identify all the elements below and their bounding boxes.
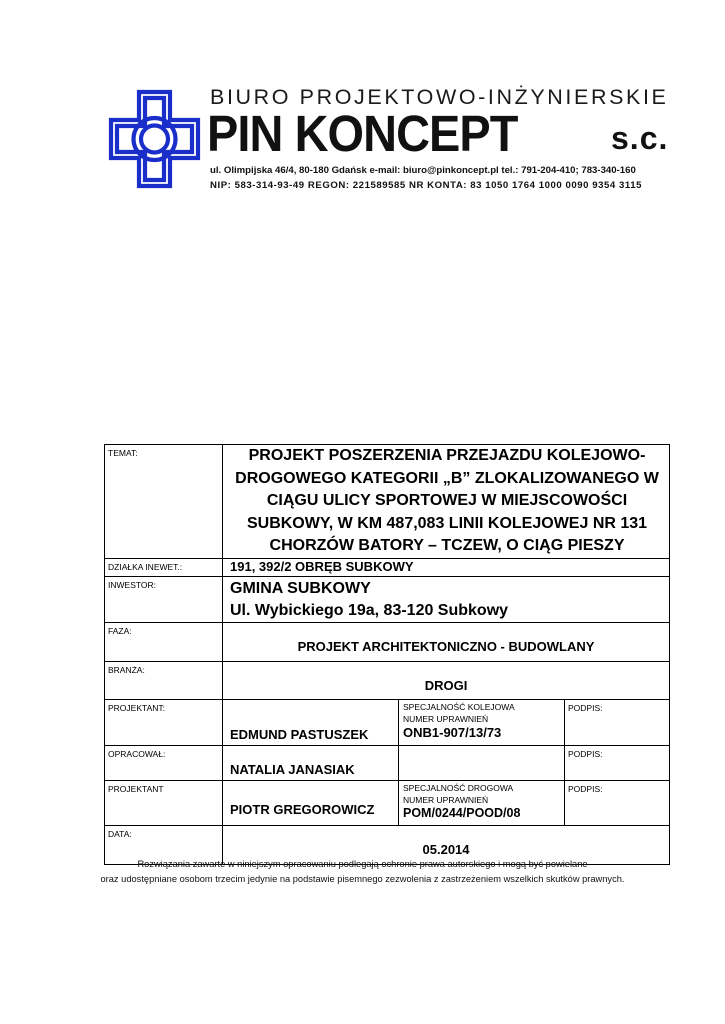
branza-value: DROGI — [223, 661, 670, 699]
projektant1-nr: ONB1-907/13/73 — [403, 724, 502, 740]
company-brand — [207, 104, 669, 163]
dzialka-value: 191, 392/2 OBRĘB SUBKOWY — [223, 558, 670, 576]
row-opracowal — [105, 745, 670, 780]
row-temat — [105, 445, 670, 559]
opracowal-name: NATALIA JANASIAK — [223, 745, 399, 780]
opracowal-label: OPRACOWAŁ: — [105, 745, 223, 780]
row-projektant-1 — [105, 699, 670, 745]
projektant1-qualifications — [399, 699, 565, 745]
projektant1-name: EDMUND PASTUSZEK — [223, 699, 399, 745]
projektant2-qualifications — [399, 780, 565, 825]
dzialka-label: DZIAŁKA INEWET.: — [105, 558, 223, 576]
projektant2-label: PROJEKTANT — [105, 780, 223, 825]
data-label: DATA: — [105, 825, 223, 864]
company-contact: ul. Olimpijska 46/4, 80-180 Gdańsk e-mail: biuro@pinkoncept.pl tel.: 791-204-410; 783-340-160 — [210, 165, 636, 176]
projektant1-signature: PODPIS: — [565, 699, 670, 745]
inwestor-address: Ul. Wybickiego 19a, 83-120 Subkowy — [230, 601, 509, 619]
row-faza — [105, 622, 670, 661]
row-inwestor — [105, 576, 670, 622]
projektant2-signature: PODPIS: — [565, 780, 670, 825]
copyright-notice — [0, 857, 725, 886]
company-identifiers: NIP: 583-314-93-49 REGON: 221589585 NR KONTA: 83 1050 1764 1000 0090 9354 3115 — [210, 180, 643, 191]
copyright-line-1: Rozwiązania zawarte w niniejszym opracowaniu podlegają ochronie prawa autorskiego i mogą być powielane — [137, 859, 588, 869]
inwestor-label: INWESTOR: — [105, 576, 223, 622]
temat-value: PROJEKT POSZERZENIA PRZEJAZDU KOLEJOWO-DROGOWEGO KATEGORII „B” ZLOKALIZOWANEGO W CIĄGU ULICY SPORTOWEJ W MIEJSCOWOŚCI SUBKOWY, W KM 487,083 LINII KOLEJOWEJ NR 131 CHORZÓW BATORY – TCZEW, O CIĄG PIESZY — [223, 445, 670, 559]
projektant2-nr-label: NUMER UPRAWNIEŃ — [403, 795, 489, 805]
opracowal-empty-cell — [399, 745, 565, 780]
projektant1-spec: SPECJALNOŚĆ KOLEJOWA — [403, 701, 515, 712]
copyright-line-2: oraz udostępniane osobom trzecim jedynie na podstawie pisemnego zezwolenia z zastrzeżeniem wszelkich skutków prawnych. — [100, 873, 625, 884]
temat-label: TEMAT: — [105, 445, 223, 559]
projektant1-label: PROJEKTANT: — [105, 699, 223, 745]
brand-suffix: s.c. — [611, 120, 669, 156]
brand-name: PIN KONCEPT — [207, 105, 518, 162]
inwestor-name: GMINA SUBKOWY — [230, 579, 371, 597]
faza-label: FAZA: — [105, 622, 223, 661]
branza-label: BRANŻA: — [105, 661, 223, 699]
title-block-table — [104, 444, 670, 865]
faza-value: PROJEKT ARCHITEKTONICZNO - BUDOWLANY — [223, 622, 670, 661]
projektant2-spec: SPECJALNOŚĆ DROGOWA — [403, 782, 514, 793]
projektant2-name: PIOTR GREGOROWICZ — [223, 780, 399, 825]
projektant1-nr-label: NUMER UPRAWNIEŃ — [403, 714, 489, 724]
row-branza — [105, 661, 670, 699]
inwestor-value — [223, 576, 670, 622]
opracowal-signature: PODPIS: — [565, 745, 670, 780]
projektant2-nr: POM/0244/POOD/08 — [403, 805, 521, 820]
row-dzialka — [105, 558, 670, 576]
data-value: 05.2014 — [223, 825, 670, 864]
logo-cross-icon — [108, 89, 201, 189]
row-projektant-2 — [105, 780, 670, 825]
company-type-heading: BIURO PROJEKTOWO-INŻYNIERSKIE — [210, 85, 669, 109]
